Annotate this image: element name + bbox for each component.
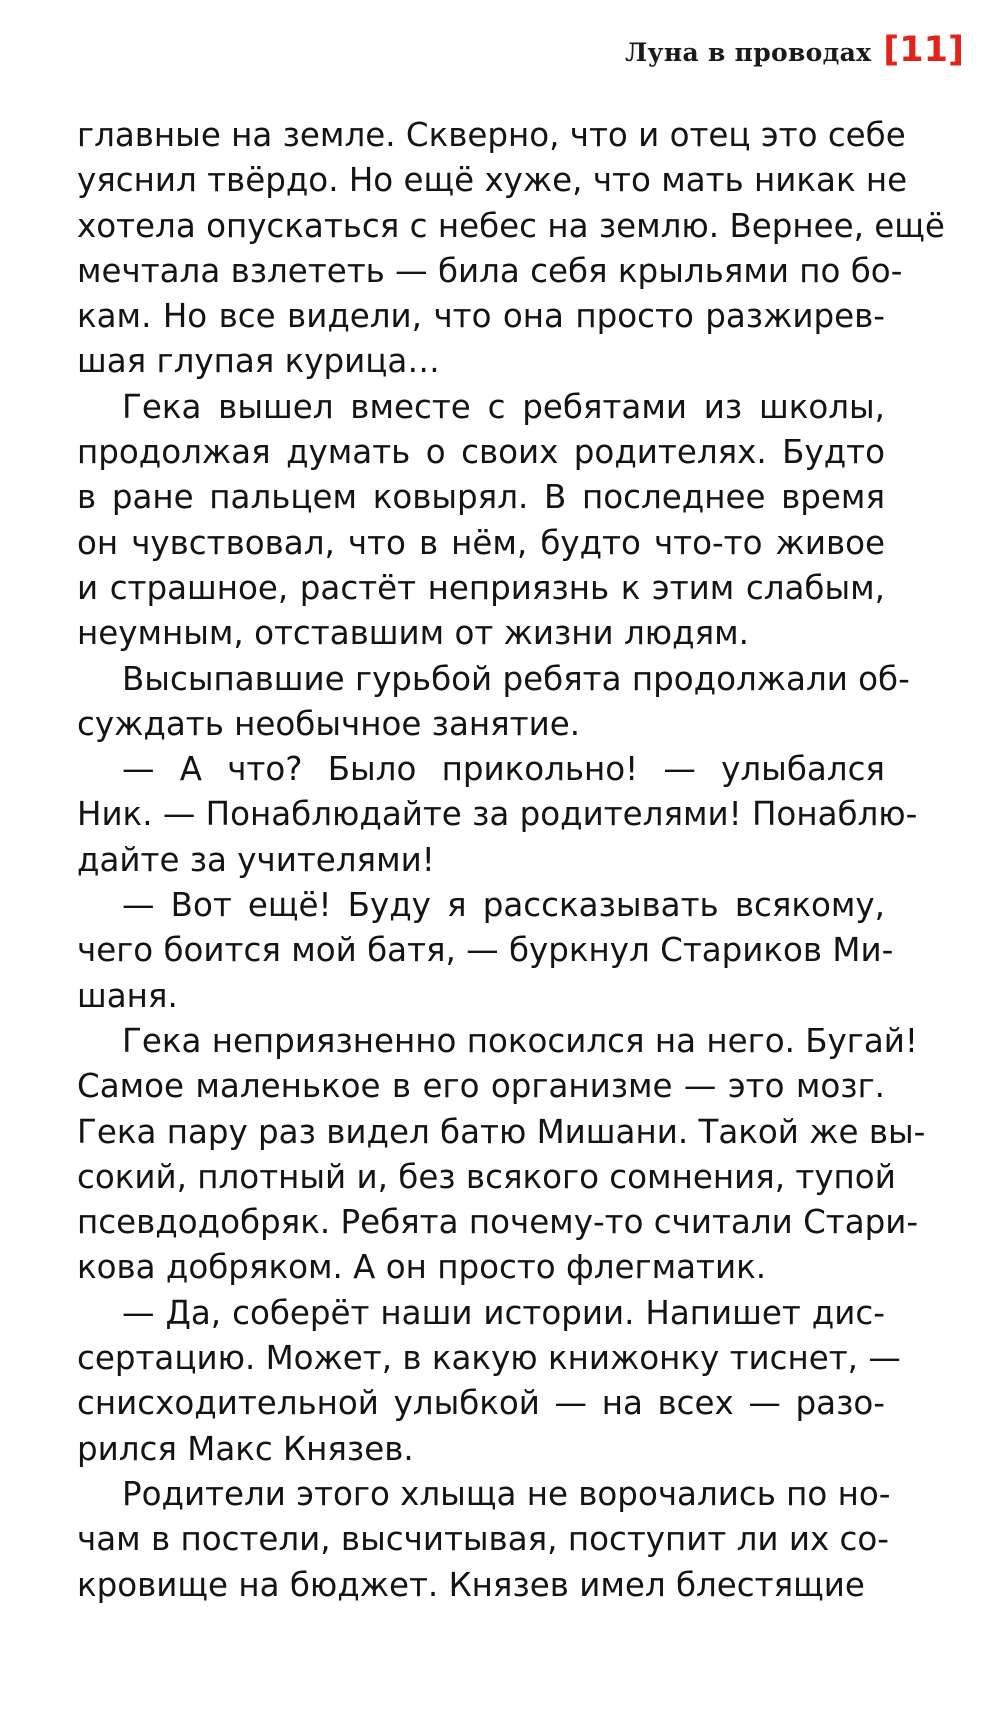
paragraph <box>77 113 945 385</box>
text-line: Высыпавшие гурьбой ребята продолжали об- <box>122 659 910 698</box>
text-line: Родители этого хлыща не ворочались по но- <box>122 1474 891 1513</box>
text-line: хотела опускаться с небес на землю. Вернее, ещё <box>77 206 945 245</box>
text-line: он чувствовал, что в нём, будто что-то живое <box>77 523 885 562</box>
text-line: продолжая думать о своих родителях. Будто <box>77 433 885 472</box>
text-line: чам в постели, высчитывая, поступит ли их со- <box>77 1520 890 1559</box>
paragraph <box>77 1472 891 1608</box>
text-line: Гека вышел вместе с ребятами из школы, <box>122 387 885 426</box>
running-header <box>625 30 964 70</box>
text-line: мечтала взлететь — била себя крыльями по бо- <box>77 251 903 290</box>
text-line: псевдодобряк. Ребята почему-то считали Стари- <box>77 1203 919 1242</box>
text-line: дайте за учителями! <box>77 840 435 879</box>
text-line: в ране пальцем ковырял. В последнее время <box>77 478 885 517</box>
text-line: рился Макс Князев. <box>77 1429 414 1468</box>
text-line: кова добряком. А он просто флегматик. <box>77 1248 767 1287</box>
text-line: Гека неприязненно покосился на него. Бугай! <box>122 1021 918 1060</box>
text-line: уяснил твёрдо. Но ещё хуже, что мать никак не <box>77 161 908 200</box>
paragraph <box>77 883 894 1019</box>
paragraph <box>77 385 885 657</box>
text-line: кам. Но все видели, что она просто разжирев- <box>77 297 885 336</box>
text-line: Гека пару раз видел батю Мишани. Такой же вы- <box>77 1112 926 1151</box>
text-line: чего боится мой батя, — буркнул Стариков Ми- <box>77 931 894 970</box>
page-number: [11] <box>883 30 964 70</box>
paragraph <box>77 657 910 748</box>
text-line: и страшное, растёт неприязнь к этим слабым, <box>77 568 885 607</box>
text-line: — Вот ещё! Буду я рассказывать всякому, <box>122 886 885 925</box>
text-line: Самое маленькое в его организме — это мозг. <box>77 1067 885 1106</box>
text-line: кровище на бюджет. Князев имел блестящие <box>77 1565 865 1604</box>
text-line: Ник. — Понаблюдайте за родителями! Понаблю- <box>77 795 918 834</box>
running-title: Луна в проводах <box>625 38 872 67</box>
text-line: главные на земле. Скверно, что и отец это себе <box>77 116 906 154</box>
paragraph <box>77 747 918 883</box>
text-line: сокий, плотный и, без всякого сомнения, тупой <box>77 1157 896 1196</box>
text-line: шаня. <box>77 976 178 1015</box>
text-line: неумным, отставшим от жизни людям. <box>77 614 750 653</box>
text-line: шая глупая курица… <box>77 342 440 381</box>
text-line: — А что? Было прикольно! — улыбался <box>122 750 885 789</box>
body-text <box>77 113 945 1608</box>
text-line: снисходительной улыбкой — на всех — разо- <box>77 1384 885 1423</box>
text-line: сертацию. Может, в какую книжонку тиснет, — <box>77 1339 901 1378</box>
text-line: суждать необычное занятие. <box>77 704 581 743</box>
paragraph <box>77 1291 901 1472</box>
text-line: — Да, соберёт наши истории. Напишет дис- <box>122 1293 885 1332</box>
paragraph <box>77 1019 926 1291</box>
